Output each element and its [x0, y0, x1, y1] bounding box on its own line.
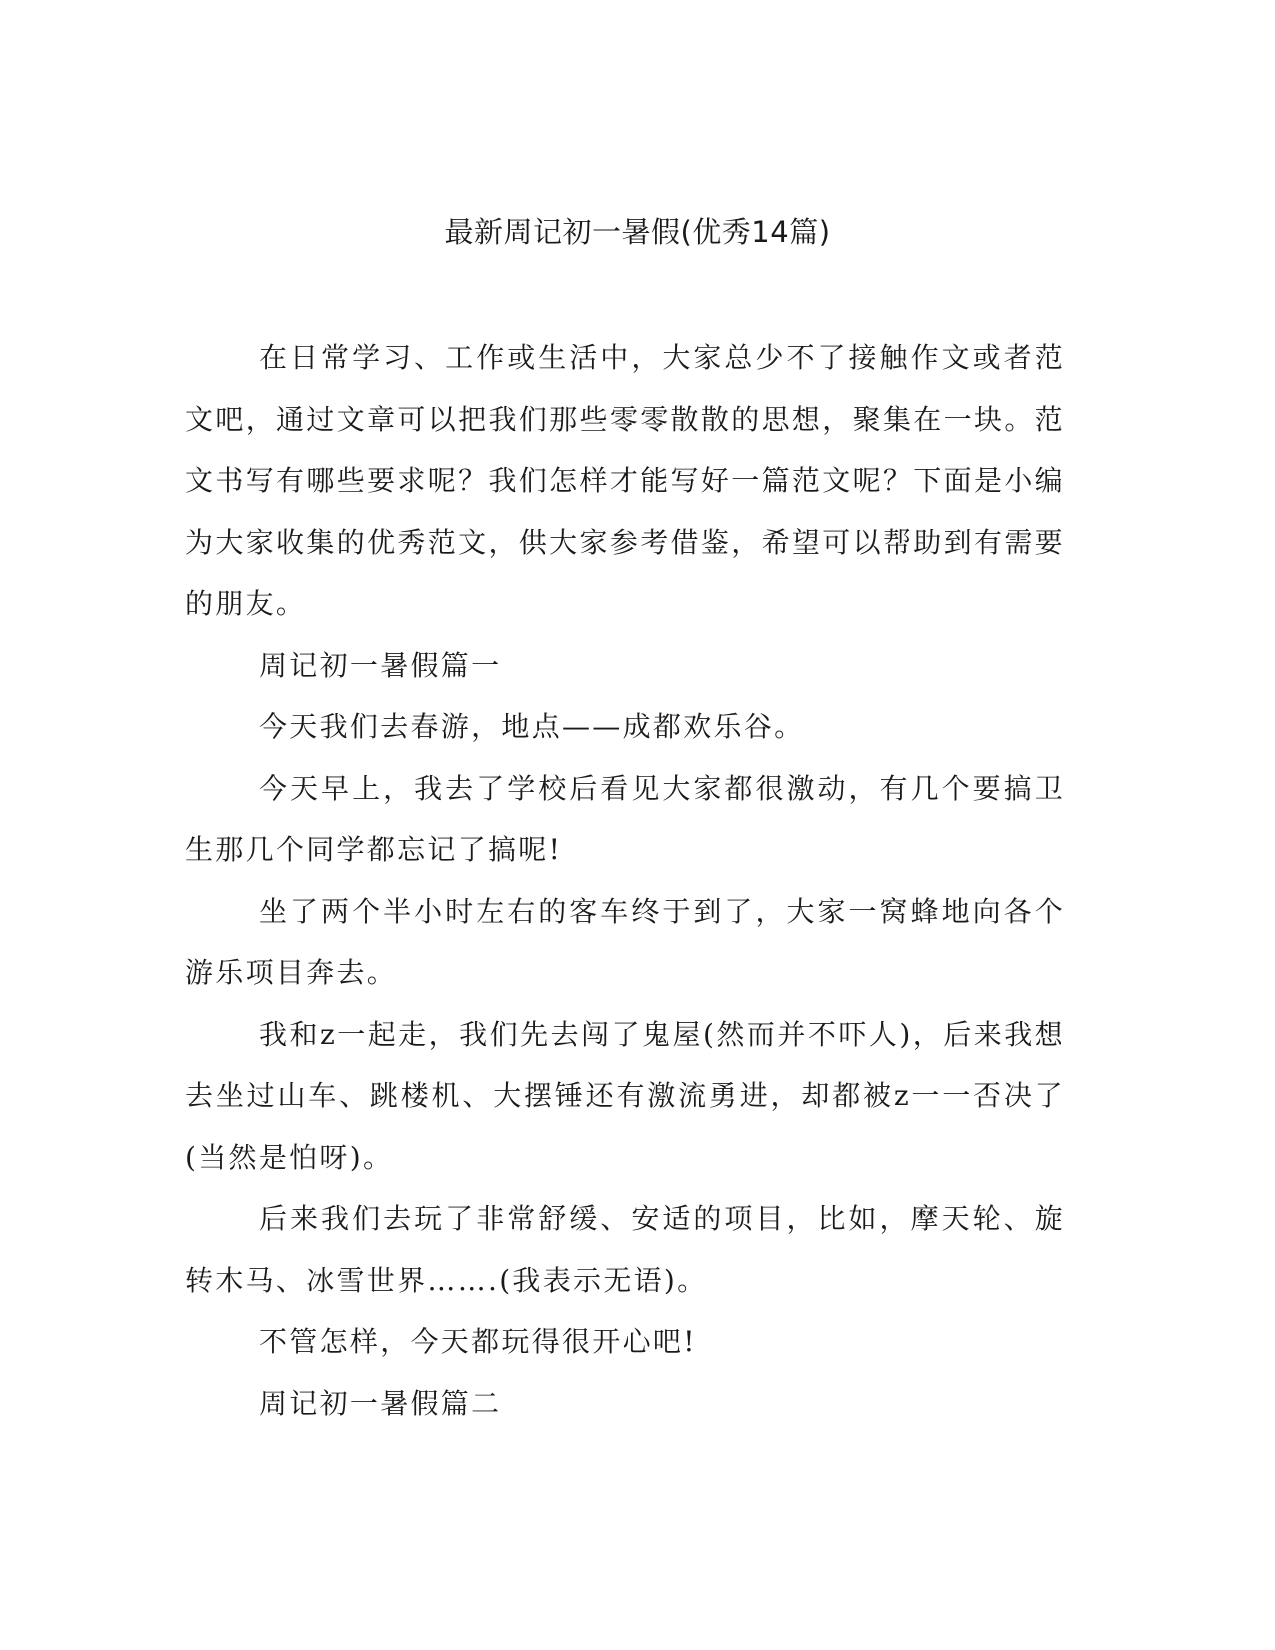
- paragraph: 后来我们去玩了非常舒缓、安适的项目，比如，摩天轮、旋转木马、冰雪世界…….(我表示无语)。: [185, 1202, 1065, 1297]
- section-heading: 周记初一暑假篇一: [259, 648, 502, 682]
- section-heading: 周记初一暑假篇二: [259, 1386, 502, 1420]
- document-title: 最新周记初一暑假(优秀14篇): [444, 215, 831, 249]
- intro-paragraph: 在日常学习、工作或生活中，大家总少不了接触作文或者范文吧，通过文章可以把我们那些零零散散的思想，聚集在一块。范文书写有哪些要求呢？我们怎样才能写好一篇范文呢？下面是小编为大家收集的优秀范文，供大家参考借鉴，希望可以帮助到有需要的朋友。: [185, 341, 1065, 620]
- paragraph: 今天早上，我去了学校后看见大家都很激动，有几个要搞卫生那几个同学都忘记了搞呢!: [185, 771, 1065, 866]
- paragraph: 不管怎样，今天都玩得很开心吧!: [259, 1325, 697, 1358]
- paragraph: 我和z一起走，我们先去闯了鬼屋(然而并不吓人)，后来我想去坐过山车、跳楼机、大摆锤还有激流勇进，却都被z一一否决了(当然是怕呀)。: [185, 1017, 1065, 1174]
- paragraph: 今天我们去春游，地点——成都欢乐谷。: [259, 710, 805, 743]
- document-body: [185, 327, 1065, 1434]
- paragraph: 坐了两个半小时左右的客车终于到了，大家一窝蜂地向各个游乐项目奔去。: [185, 894, 1065, 989]
